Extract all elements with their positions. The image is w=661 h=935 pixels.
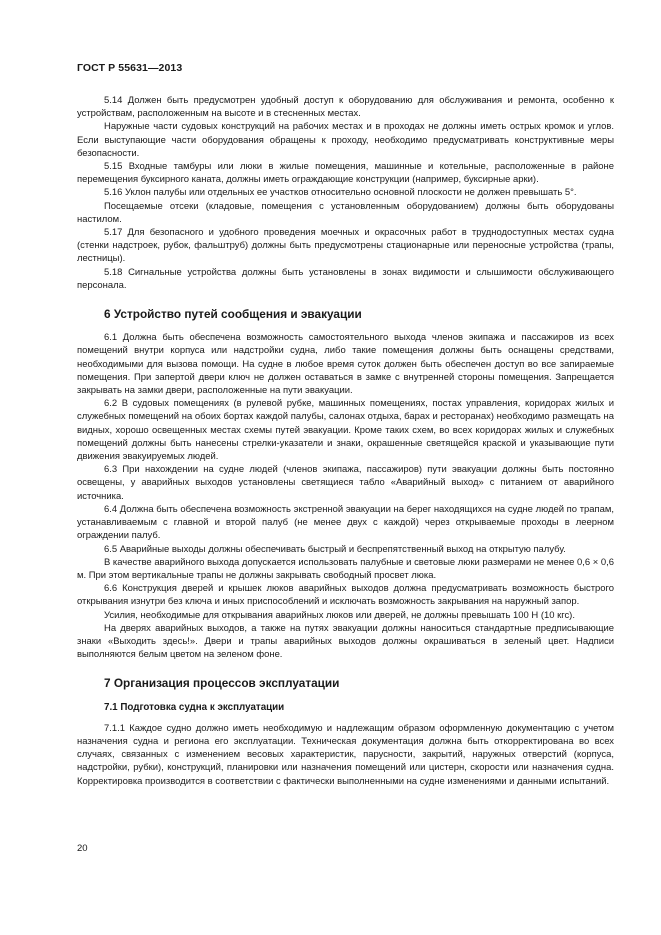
paragraph: 6.5 Аварийные выходы должны обеспечивать быстрый и беспрепятственный выход на открытую палубу. xyxy=(104,543,566,555)
paragraph: В качестве аварийного выхода допускается использовать палубные и световые люки размерами не менее 0,6 × 0,6 м. При этом вертикальные трапы не должны закрывать свободный просвет люка. xyxy=(77,556,614,581)
paragraph: 6.1 Должна быть обеспечена возможность самостоятельного выхода членов экипажа и пассажиров из всех помещений внутри корпуса или надстройки судна, либо такие помещения должны быть оснащены средствами, необходимыми для вызова помощи. На судне в любое время суток должен быть обеспечен доступ во все запираемые помещения. При запертой двери ключ не должен оставаться в замке с внутренней стороны помещения. Запрещается закрывать на замки двери, расположенные на пути эвакуации. xyxy=(77,332,614,397)
paragraph: 6.6 Конструкция дверей и крышек люков аварийных выходов должна предусматривать возможность быстрого открывания изнутри без ключа и иных приспособлений и исключать возможность закрывания на наружный запор. xyxy=(77,583,614,608)
paragraph: Посещаемые отсеки (кладовые, помещения с установленным оборудованием) должны быть оборудованы настилом. xyxy=(77,200,614,225)
paragraph: Усилия, необходимые для открывания аварийных люков или дверей, не должны превышать 100 Н (10 кгс). xyxy=(104,609,575,621)
paragraph: 6.4 Должна быть обеспечена возможность экстренной эвакуации на берег находящихся на судне людей по трапам, устанавливаемым с главной и второй палуб (не менее двух с каждой) через открываемые проходы в леерном ограждении палуб. xyxy=(77,503,614,542)
paragraph: 6.3 При нахождении на судне людей (членов экипажа, пассажиров) пути эвакуации должны быть постоянно освещены, у аварийных выходов установлены светящиеся табло «Аварийный выход» с питанием от аварийного источника. xyxy=(77,464,614,502)
paragraph: 5.14 Должен быть предусмотрен удобный доступ к оборудованию для обслуживания и ремонта, особенно к устройствам, расположенным на высоте и в стесненных местах. xyxy=(77,95,614,120)
paragraph: 5.18 Сигнальные устройства должны быть установлены в зонах видимости и слышимости обслуживающего персонала. xyxy=(77,266,614,291)
paragraph: 5.15 Входные тамбуры или люки в жилые помещения, машинные и котельные, расположенные в районе перемещения буксирного каната, должны иметь ограждающие конструкции (например, буксирные арки). xyxy=(77,161,614,186)
paragraph: 5.17 Для безопасного и удобного проведения моечных и окрасочных работ в труднодоступных местах судна (стенки надстроек, рубок, фальштруб) должны быть предусмотрены стационарные или переносные устройства (трапы, лестницы). xyxy=(77,227,614,265)
paragraph: На дверях аварийных выходов, а также на путях эвакуации должны наноситься стандартные предписывающие знаки «Выходить здесь!». Двери и трапы аварийных выходов должны окрашиваться в зеленый цвет. Надписи выполняются белым цветом на зеленом фоне. xyxy=(77,622,614,661)
section-heading-7: 7 Организация процессов эксплуатации xyxy=(104,676,340,691)
document-header: ГОСТ Р 55631—2013 xyxy=(77,62,183,74)
paragraph: Наружные части судовых конструкций на рабочих местах и в проходах не должны иметь острых кромок и углов. Если выступающие части оборудования обращены к проходу, необходимо предусматривать конструктивные меры безопасности. xyxy=(77,121,614,159)
paragraph: 7.1.1 Каждое судно должно иметь необходимую и надлежащим образом оформленную документацию с учетом назначения судна и региона его эксплуатации. Техническая документация должна быть откорректирована во всех случаях, связанных с изменением весовых характеристик, парусности, закрытий, наружных отверстий (корпуса, надстройки, рубки), конструкций, планировки или назначения помещений или цистерн, скорости или назначения судна. Корректировка производится в соответствии с фактически выполненными на судне изменениями и данными испытаний. xyxy=(77,722,614,787)
document-body xyxy=(77,94,614,788)
paragraph: 6.2 В судовых помещениях (в рулевой рубке, машинных помещениях, постах управления, коридорах жилых и служебных помещений на обоих бортах каждой палубы, салонах отдыха, барах и ресторанах) необходимо размещать на видных, хорошо освещенных местах схемы путей эвакуации. Кроме таких схем, во всех коридорах жилых и служебных помещений должны быть нанесены стрелки-указатели и знаки, окрашенные светящейся краской и указывающие пути движения эвакуируемых людей. xyxy=(77,398,614,463)
paragraph: 5.16 Уклон палубы или отдельных ее участков относительно основной плоскости не должен превышать 5°. xyxy=(104,187,577,199)
page-number: 20 xyxy=(77,843,88,854)
section-heading-6: 6 Устройство путей сообщения и эвакуации xyxy=(104,307,362,322)
subsection-heading-7-1: 7.1 Подготовка судна к эксплуатации xyxy=(104,701,285,713)
